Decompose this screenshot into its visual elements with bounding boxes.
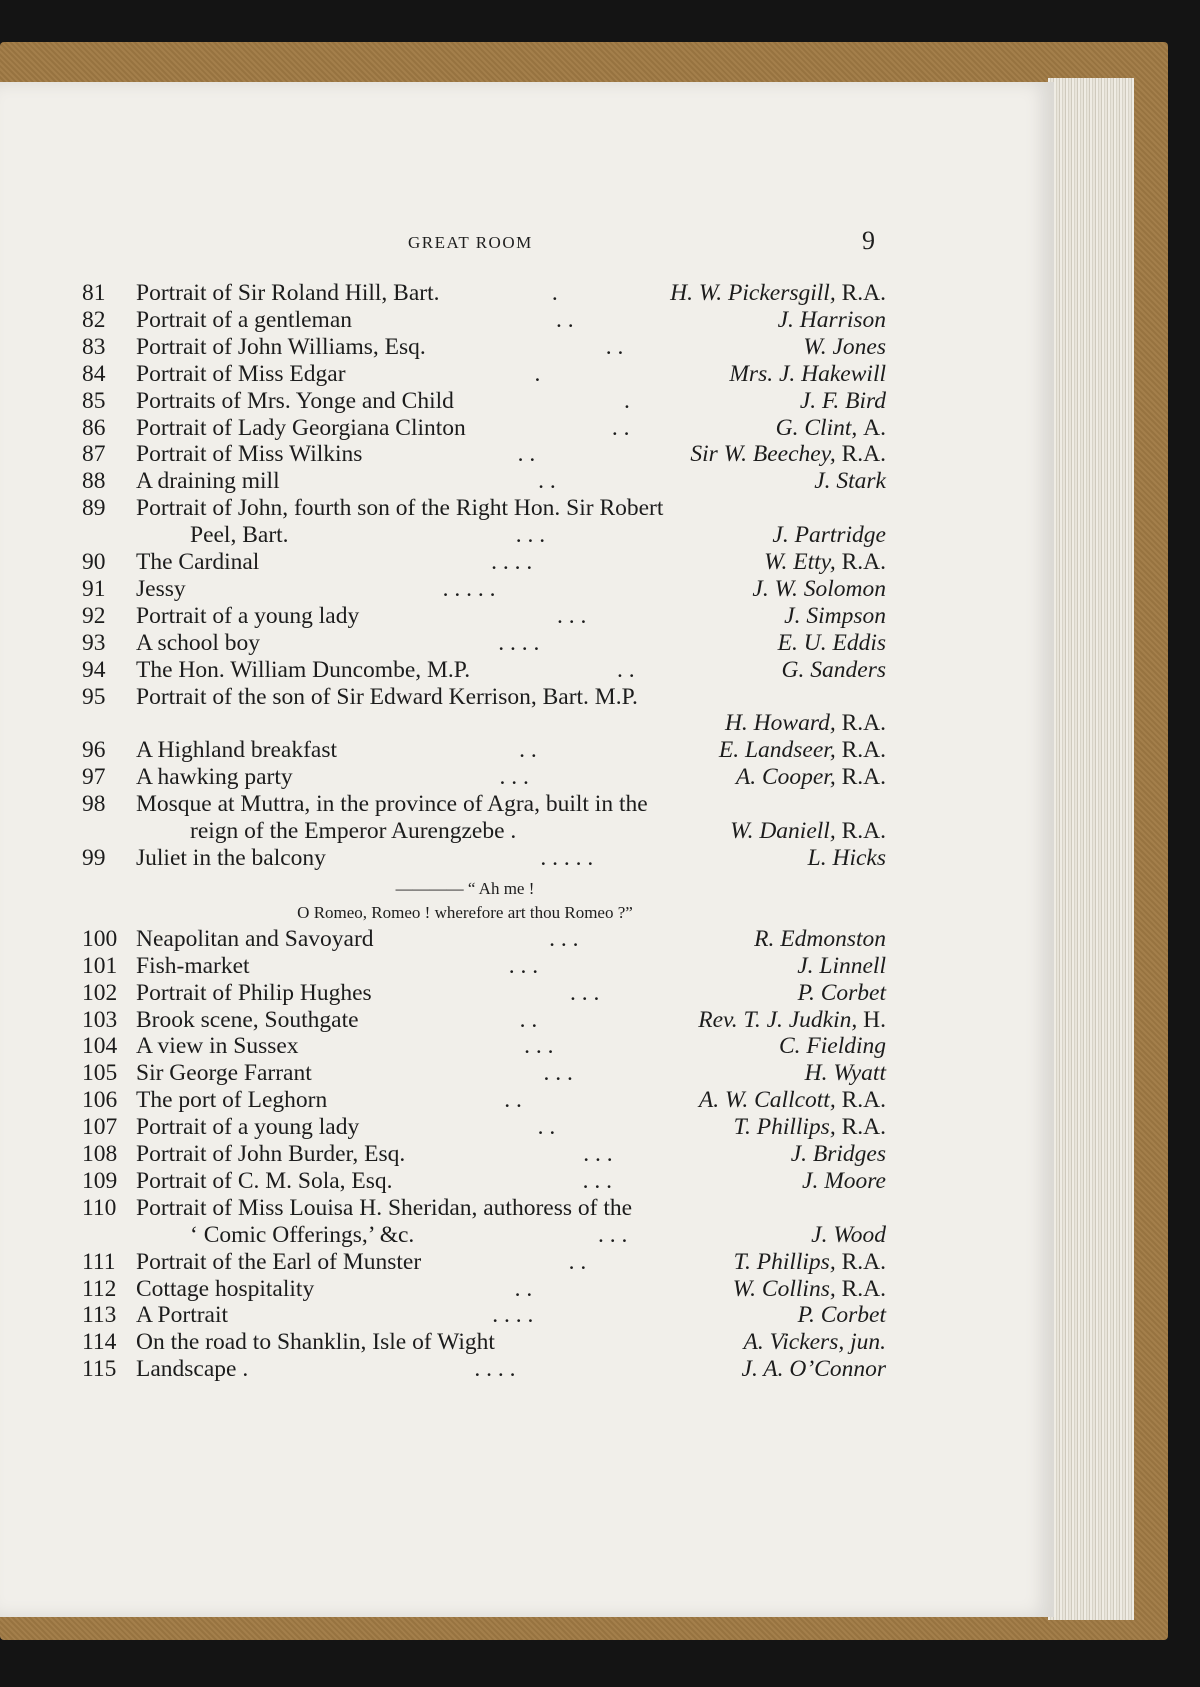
leader-dots: . (623, 387, 630, 414)
catalogue-entry (82, 1168, 886, 1196)
entry-artist: H. Howard, R.A. (724, 710, 886, 737)
entry-artist: J. F. Bird (799, 387, 886, 414)
entry-artist: J. Bridges (790, 1141, 886, 1167)
entry-number: 89 (82, 495, 106, 522)
entry-artist: J. Linnell (797, 952, 886, 979)
entry-artist: J. Partridge (772, 522, 886, 549)
entry-artist: R. Edmonston (754, 925, 886, 952)
entry-artist: A. Cooper, R.A. (735, 764, 886, 791)
entry-number: 96 (82, 737, 106, 764)
entry-number: 92 (82, 602, 106, 629)
entry-artist: W. Collins, R.A. (732, 1275, 886, 1302)
entry-title: Fish-market (136, 952, 250, 979)
catalogue-entry (82, 926, 886, 954)
entry-title: Juliet in the balcony (136, 844, 326, 871)
entry-artist: G. Sanders (781, 656, 886, 683)
entry-title-continued: ‘ Comic Offerings,’ &c. (190, 1221, 415, 1248)
leader-dots: . . . . . (540, 844, 594, 871)
entry-number: 115 (82, 1356, 117, 1383)
catalogue-entry (82, 657, 886, 685)
entry-number: 84 (82, 360, 106, 387)
leader-dots: . . (605, 333, 624, 360)
entry-artist: P. Corbet (797, 979, 886, 1006)
entry-number: 88 (82, 468, 106, 495)
catalogue-entry-continuation (82, 710, 886, 738)
catalogue-entry (82, 1060, 886, 1088)
entry-number: 110 (82, 1194, 117, 1221)
entry-number: 85 (82, 387, 106, 414)
entry-title: Portrait of Miss Wilkins (136, 441, 363, 468)
entry-title: Portrait of John Burder, Esq. (136, 1141, 406, 1167)
leader-dots: . . . . (498, 629, 540, 656)
entry-artist: T. Phillips, R.A. (733, 1114, 886, 1141)
entry-number: 94 (82, 656, 106, 683)
entry-artist: J. Harrison (777, 306, 886, 333)
entry-title: A Highland breakfast (136, 737, 338, 764)
catalogue-entry (82, 1249, 886, 1277)
entry-artist: Mrs. J. Hakewill (729, 360, 886, 387)
entry-number: 111 (82, 1248, 116, 1275)
catalogue-entry (82, 1302, 886, 1330)
entry-number: 103 (82, 1006, 118, 1033)
entry-number: 95 (82, 683, 106, 710)
entry-number: 104 (82, 1033, 118, 1060)
catalogue-entry (82, 953, 886, 981)
catalogue-entry (82, 603, 886, 631)
catalogue-entry (82, 1356, 886, 1384)
entry-title: A hawking party (136, 764, 293, 791)
catalogue-entry (82, 361, 886, 389)
catalogue-entry (82, 1276, 886, 1304)
entry-number: 105 (82, 1060, 118, 1087)
entry-title: Portrait of John, fourth son of the Right Hon. Sir Robert (136, 495, 664, 522)
entry-title: Jessy (136, 575, 186, 602)
entry-number: 93 (82, 629, 106, 656)
leader-dots: . . . (524, 1033, 554, 1060)
entry-title: Portraits of Mrs. Yonge and Child (136, 387, 454, 414)
entry-artist: A. W. Callcott, R.A. (698, 1087, 886, 1114)
quotation-line-2: O Romeo, Romeo ! wherefore art thou Romeo ?” (297, 902, 633, 922)
entry-title: Neapolitan and Savoyard (136, 925, 374, 952)
leader-dots: . . . (499, 764, 529, 791)
page-edges (1048, 78, 1134, 1620)
leader-dots: . . . (598, 1221, 628, 1248)
entry-artist: A. Vickers, jun. (743, 1329, 886, 1356)
catalogue-entry (82, 791, 886, 819)
leader-dots: . . . . . (442, 575, 496, 602)
catalogue-entry (82, 1329, 886, 1357)
entry-title: Portrait of a young lady (136, 602, 360, 629)
catalogue-entry (82, 1141, 886, 1169)
entry-title: The port of Leghorn (136, 1087, 328, 1114)
entry-title: Portrait of a gentleman (136, 306, 352, 333)
entry-title: Mosque at Muttra, in the province of Agra, built in the (136, 791, 648, 818)
entry-title: A school boy (136, 629, 261, 656)
entry-title: Portrait of the son of Sir Edward Kerrison, Bart. M.P. (136, 683, 638, 710)
leader-dots: . . . (549, 925, 579, 952)
leader-dots: . (534, 360, 541, 387)
entry-title: Portrait of a young lady (136, 1114, 360, 1141)
leader-dots: . . . . (491, 549, 533, 575)
entry-number: 108 (82, 1141, 118, 1167)
running-head: GREAT ROOM (408, 233, 533, 252)
leader-dots: . (551, 280, 558, 306)
entry-number: 102 (82, 979, 118, 1006)
entry-title: Portrait of John Williams, Esq. (136, 333, 426, 360)
catalogue-entry (82, 549, 886, 577)
entry-number: 97 (82, 764, 106, 791)
entry-artist: T. Phillips, R.A. (733, 1248, 886, 1275)
leader-dots: . . (504, 1087, 522, 1114)
entry-artist: Sir W. Beechey, R.A. (690, 441, 886, 468)
entry-title-continued: reign of the Emperor Aurengzebe . (190, 818, 517, 844)
catalogue-entry (82, 495, 886, 523)
catalogue-entry (82, 468, 886, 496)
entry-number: 81 (82, 280, 106, 306)
entry-artist: C. Fielding (778, 1033, 886, 1060)
leader-dots: . . (611, 414, 630, 441)
entry-artist: E. U. Eddis (777, 629, 886, 656)
entry-artist: G. Clint, A. (775, 414, 886, 441)
entry-title-continued: Peel, Bart. (190, 522, 289, 549)
catalogue-entry (82, 845, 886, 873)
catalogue-entry-continuation (82, 1222, 886, 1250)
leader-dots: . . . (508, 952, 539, 979)
leader-dots: . . (517, 441, 536, 468)
entry-artist: W. Jones (803, 333, 886, 360)
catalogue-entry (82, 1195, 886, 1223)
entry-title: Cottage hospitality (136, 1275, 315, 1302)
entry-title: The Hon. William Duncombe, M.P. (136, 656, 471, 683)
entry-number: 86 (82, 414, 106, 441)
leader-dots: . . . . (474, 1356, 516, 1383)
entry-number: 99 (82, 844, 106, 871)
entry-number: 101 (82, 952, 118, 979)
entry-title: Portrait of Sir Roland Hill, Bart. (136, 280, 440, 306)
entry-title: Landscape . (136, 1356, 249, 1383)
entry-title: On the road to Shanklin, Isle of Wight (136, 1329, 495, 1356)
catalogue-entry (82, 441, 886, 469)
catalogue-entry (82, 307, 886, 335)
catalogue-entry (82, 388, 886, 416)
catalogue-entry (82, 764, 886, 792)
catalogue-entry (82, 415, 886, 443)
entry-artist: E. Landseer, R.A. (718, 737, 886, 764)
leader-dots: . . . (543, 1060, 573, 1087)
entry-number: 90 (82, 549, 106, 575)
entry-artist: J. Simpson (784, 602, 886, 629)
leader-dots: . . . (583, 1141, 613, 1167)
catalogue-entry (82, 280, 886, 308)
entry-title: Sir George Farrant (136, 1060, 312, 1087)
entry-title: A view in Sussex (136, 1033, 299, 1060)
entry-title: A draining mill (136, 468, 280, 495)
entry-artist: J. Moore (802, 1167, 886, 1194)
entry-number: 109 (82, 1167, 118, 1194)
entry-title: A Portrait (136, 1302, 229, 1329)
entry-artist: J. W. Solomon (752, 575, 886, 602)
catalogue-entry (82, 684, 886, 712)
catalogue-entry (82, 980, 886, 1008)
catalogue-entry-continuation (82, 818, 886, 846)
entry-number: 91 (82, 575, 106, 602)
leader-dots: . . (519, 737, 537, 764)
entry-number: 107 (82, 1114, 118, 1141)
catalogue-entry-continuation (82, 522, 886, 550)
catalogue-entry (82, 1033, 886, 1061)
entry-artist: L. Hicks (807, 844, 886, 871)
entry-artist: J. A. O’Connor (741, 1356, 886, 1383)
entry-artist: P. Corbet (797, 1302, 886, 1329)
entry-artist: W. Etty, R.A. (764, 549, 886, 575)
entry-title: Portrait of Miss Louisa H. Sheridan, authoress of the (136, 1194, 633, 1221)
leader-dots: . . (568, 1248, 587, 1275)
catalogue-entry (82, 1007, 886, 1035)
catalogue-entry (82, 576, 886, 604)
leader-dots: . . (617, 656, 635, 683)
catalogue-entry (82, 334, 886, 362)
catalogue-entry (82, 1114, 886, 1142)
leader-dots: . . (538, 468, 556, 495)
leader-dots: . . (519, 1006, 538, 1033)
entry-number: 83 (82, 333, 106, 360)
entry-number: 87 (82, 441, 106, 468)
entry-number: 112 (82, 1275, 117, 1302)
page-number: 9 (862, 226, 875, 255)
entry-title: Portrait of Lady Georgiana Clinton (136, 414, 466, 441)
entry-title: Portrait of C. M. Sola, Esq. (136, 1167, 393, 1194)
entry-artist: J. Stark (814, 468, 886, 495)
catalogue-entry (82, 1087, 886, 1115)
entry-artist: Rev. T. J. Judkin, H. (698, 1006, 886, 1033)
entry-number: 98 (82, 791, 106, 818)
entry-title: Portrait of Miss Edgar (136, 360, 346, 387)
leader-dots: . . . (557, 602, 587, 629)
entry-number: 113 (82, 1302, 117, 1329)
leader-dots: . . . (582, 1167, 612, 1194)
entry-number: 114 (82, 1329, 117, 1356)
leader-dots: . . (556, 306, 574, 333)
leader-dots: . . . (515, 522, 546, 549)
catalogue-entry (82, 630, 886, 658)
entry-title: The Cardinal (136, 549, 260, 575)
catalogue-entry (82, 737, 886, 765)
entry-title: Portrait of the Earl of Munster (136, 1248, 422, 1275)
entry-title: Brook scene, Southgate (136, 1006, 359, 1033)
entry-number: 100 (82, 925, 118, 952)
leader-dots: . . (537, 1114, 556, 1141)
leader-dots: . . . . (492, 1302, 534, 1329)
entry-number: 106 (82, 1087, 118, 1114)
quotation-line-1: ———— “ Ah me ! (395, 878, 535, 898)
entry-artist: H. W. Pickersgill, R.A. (670, 280, 886, 306)
leader-dots: . . . (569, 979, 600, 1006)
entry-artist: W. Daniell, R.A. (730, 818, 886, 844)
entry-title: Portrait of Philip Hughes (136, 979, 372, 1006)
entry-artist: H. Wyatt (804, 1060, 886, 1087)
entry-artist: J. Wood (811, 1221, 886, 1248)
leader-dots: . . (514, 1275, 533, 1302)
entry-number: 82 (82, 306, 106, 333)
